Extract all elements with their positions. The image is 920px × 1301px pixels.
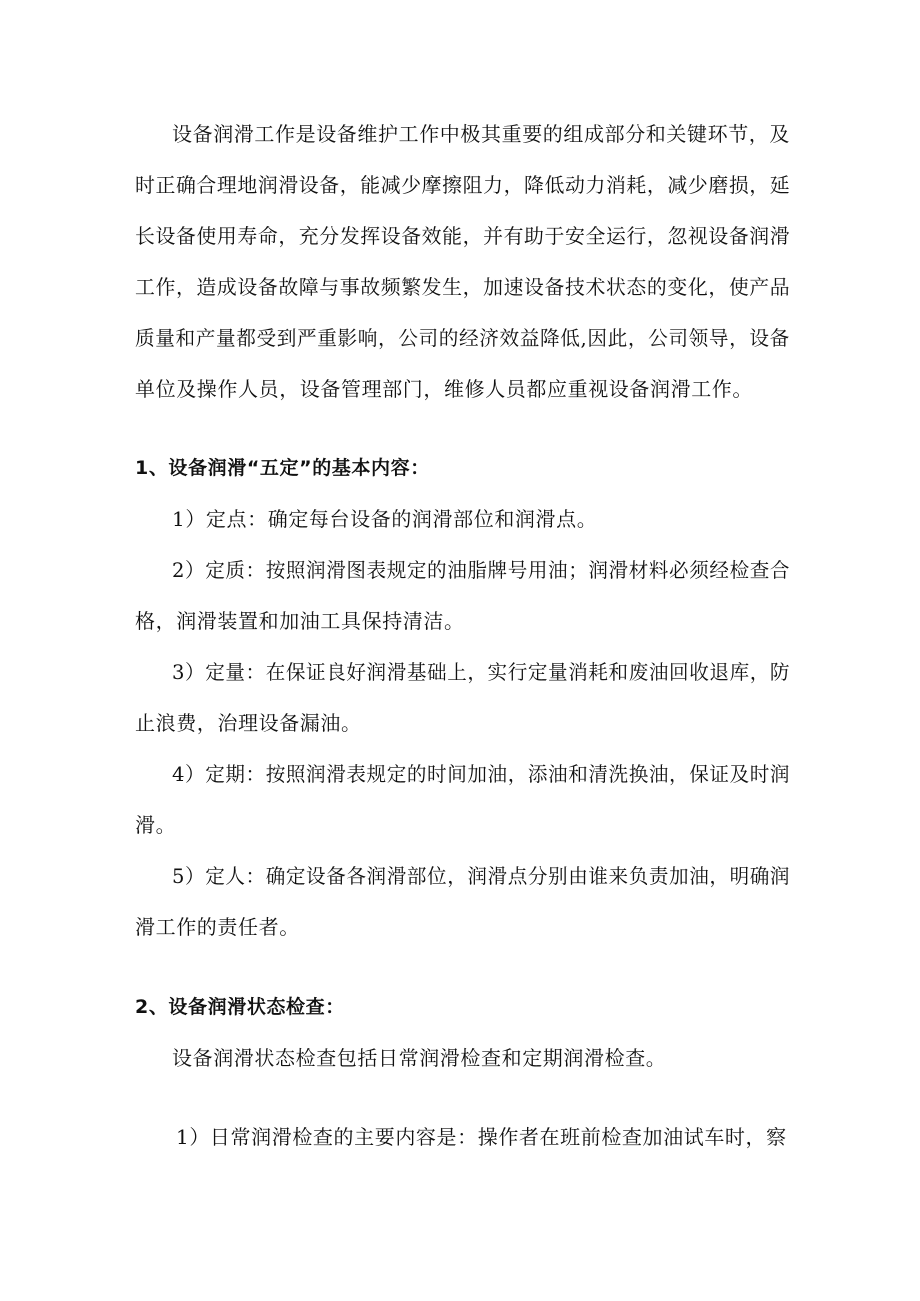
section1-item-5-line-2: 滑工作的责任者。 bbox=[135, 915, 300, 939]
intro-line-4: 工作，造成设备故障与事故频繁发生，加速设备技术状态的变化，使产品 bbox=[135, 275, 791, 299]
section1-item-5-line-1: 5）定人：确定设备各润滑部位，润滑点分别由谁来负责加油，明确润 bbox=[172, 864, 791, 888]
intro-line-2: 时正确合理地润滑设备，能减少摩擦阻力，降低动力消耗，减少磨损，延 bbox=[135, 173, 791, 197]
section1-item-3-line-1: 3）定量：在保证良好润滑基础上，实行定量消耗和废油回收退库，防 bbox=[172, 660, 791, 684]
intro-line-6: 单位及操作人员，设备管理部门，维修人员都应重视设备润滑工作。 bbox=[135, 377, 753, 401]
section1-item-2-line-1: 2）定质：按照润滑图表规定的油脂牌号用油；润滑材料必须经检查合 bbox=[172, 558, 791, 582]
section1-item-1-line-1: 1）定点：确定每台设备的润滑部位和润滑点。 bbox=[172, 507, 598, 531]
intro-line-1: 设备润滑工作是设备维护工作中极其重要的组成部分和关键环节，及 bbox=[172, 122, 790, 146]
section1-item-4-line-2: 滑。 bbox=[135, 813, 177, 837]
section1-heading: 1、设备润滑“五定”的基本内容： bbox=[135, 457, 430, 479]
section2-item-1-line-1: 1）日常润滑检查的主要内容是：操作者在班前检查加油试车时，察 bbox=[176, 1125, 787, 1149]
section2-intro: 设备润滑状态检查包括日常润滑检查和定期润滑检查。 bbox=[172, 1046, 667, 1070]
section1-item-3-line-2: 止浪费，治理设备漏油。 bbox=[135, 711, 362, 735]
section1-item-2-line-2: 格，润滑装置和加油工具保持清洁。 bbox=[135, 609, 465, 633]
section2-heading: 2、设备润滑状态检查： bbox=[135, 996, 345, 1018]
intro-line-5: 质量和产量都受到严重影响，公司的经济效益降低,因此，公司领导，设备 bbox=[135, 326, 790, 350]
section1-item-4-line-1: 4）定期：按照润滑表规定的时间加油，添油和清洗换油，保证及时润 bbox=[172, 762, 791, 786]
intro-line-3: 长设备使用寿命，充分发挥设备效能，并有助于安全运行，忽视设备润滑 bbox=[135, 224, 791, 248]
